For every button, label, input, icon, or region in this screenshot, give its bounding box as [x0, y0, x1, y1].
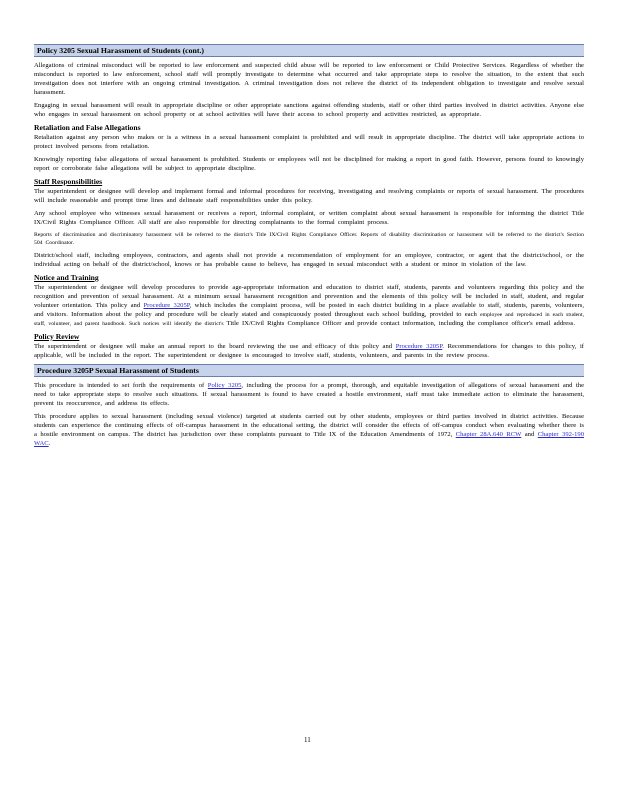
procedure-scope-paragraph: This procedure applies to sexual harassment (including sexual violence) targeted at students carried out by other students, employees or third parties involved in district activities. Because students can experience the continuing effects of off-campus harassment in the educational setting, the district will consider the effects of off-campus conduct when evaluating whether there is a hostile environment on campus. The district has jurisdiction over these complaints pursuant to Title IX of the Education Amendments of 1972, Chapter 28A.640 RCW and Chapter 392-190 WAC. [34, 413, 585, 447]
retaliation-heading: Retaliation and False Allegations [34, 123, 141, 132]
staff-responsibilities-heading: Staff Responsibilities [34, 177, 103, 186]
referral-paragraph: Reports of discrimination and discriminatory harassment will be referred to the district's Title IX/Civil Rights Compliance Officer. Reports of disability discrimination or harassment will be referred to the district's Section 504 Coordinator. [34, 232, 584, 246]
false-allegations-paragraph: Knowingly reporting false allegations of sexual harassment is prohibited. Students or employees will not be disciplined for making a report in good faith. However, persons found to knowingly report or corroborate false allegations will be subject to appropriate discipline. [34, 156, 584, 172]
notice-training-heading: Notice and Training [34, 273, 99, 282]
page-number: 11 [304, 736, 311, 744]
policy-3205-link[interactable]: Policy 3205 [207, 382, 242, 389]
policy-review-paragraph: The superintendent or designee will make an annual report to the board reviewing the use and efficacy of this policy and Procedure 3205P. Recommendations for changes to this policy, if applicable, will be included in the report. The superintendent or designee is encouraged to involve staff, students, volunteers, and parents in the review process. [34, 343, 584, 359]
procedure-intent-paragraph: This procedure is intended to set forth the requirements of Policy 3205, including the process for a prompt, thorough, and equitable investigation of allegations of sexual harassment and the need to take appropriate steps to resolve such situations. If sexual harassment is found to have created a hostile environment, staff must take immediate action to eliminate the harassment, prevent its reoccurrence, and address its effects. [34, 382, 585, 407]
policy-header-cont: (cont.) [182, 46, 204, 55]
employee-reporting-paragraph: Any school employee who witnesses sexual harassment or receives a report, informal complaint, or written complaint about sexual harassment is responsible for informing the district Title IX/Civil Rights Compliance Officer. All staff are also responsible for directing complainants to the formal complaint process. [34, 210, 584, 226]
document-page [34, 44, 584, 448]
notice-paragraph: The superintendent or designee will develop procedures to provide age-appropriate information and education to district staff, students, parents and volunteers regarding this policy and the recognition and prevention of sexual harassment. At a minimum sexual harassment recognition and prevention and the elements of this policy will be included in staff, student, and regular volunteer orientation. This policy and Procedure 3205P, which includes the complaint process, will be posted in each district building in a place available to staff, students, parents, volunteers, and visitors. Information about the policy and procedure will be clearly stated and conspicuously posted throughout each school building, provided to each employee and reproduced in each student, staff, volunteer, and parent handbook. Such notices will identify the district's Title IX/Civil Rights Compliance Officer and provide contact information, including the compliance officer's email address. [34, 284, 585, 327]
policy-review-heading: Policy Review [34, 332, 80, 341]
chapter-392-190-wac-link[interactable]: Chapter 392-190 WAC [34, 431, 585, 447]
procedure-header-banner [34, 364, 584, 377]
procedure-header-title: Procedure 3205P Sexual Harassment of Students [37, 366, 199, 375]
criminal-misconduct-paragraph: Allegations of criminal misconduct will be reported to law enforcement and suspected child abuse will be reported to law enforcement or Child Protective Services. Regardless of whether the misconduct is reported to law enforcement, school staff will promptly investigate to determine what occurred and take appropriate steps to resolve the situation, to the extent that such investigation does not interfere with an ongoing criminal investigation. A criminal investigation does not relieve the district of its independent obligation to investigate and resolve sexual harassment. [34, 62, 584, 96]
procedure-3205p-review-link[interactable]: Procedure 3205P [395, 343, 443, 350]
procedure-3205p-link[interactable]: Procedure 3205P [143, 302, 190, 309]
policy-header-banner [34, 44, 584, 57]
procedures-paragraph: The superintendent or designee will develop and implement formal and informal procedures for receiving, investigating and resolving complaints or reports of sexual harassment. The procedures will include reasonable and prompt time lines and delineate staff responsibilities under this policy. [34, 188, 584, 204]
chapter-28a640-rcw-link[interactable]: Chapter 28A.640 RCW [455, 431, 522, 438]
policy-header-title: Policy 3205 Sexual Harassment of Students [37, 46, 181, 55]
recommendation-paragraph: District/school staff, including employees, contractors, and agents shall not provide a recommendation of employment for an employee, contractor, or agent that the district/school, or the individual acting on behalf of the district/school, knows or has probable cause to believe, has engaged in sexual misconduct with a student or minor in violation of the law. [34, 252, 584, 268]
discipline-paragraph: Engaging in sexual harassment will result in appropriate discipline or other appropriate sanctions against offending students, staff or other third parties involved in district activities. Anyone else who engages in sexual harassment on school property or at school activities will have their access to school property and activities restricted, as appropriate. [34, 102, 584, 118]
retaliation-paragraph: Retaliation against any person who makes or is a witness in a sexual harassment complaint is prohibited and will result in appropriate discipline. The district will take appropriate actions to protect involved persons from retaliation. [34, 134, 584, 150]
